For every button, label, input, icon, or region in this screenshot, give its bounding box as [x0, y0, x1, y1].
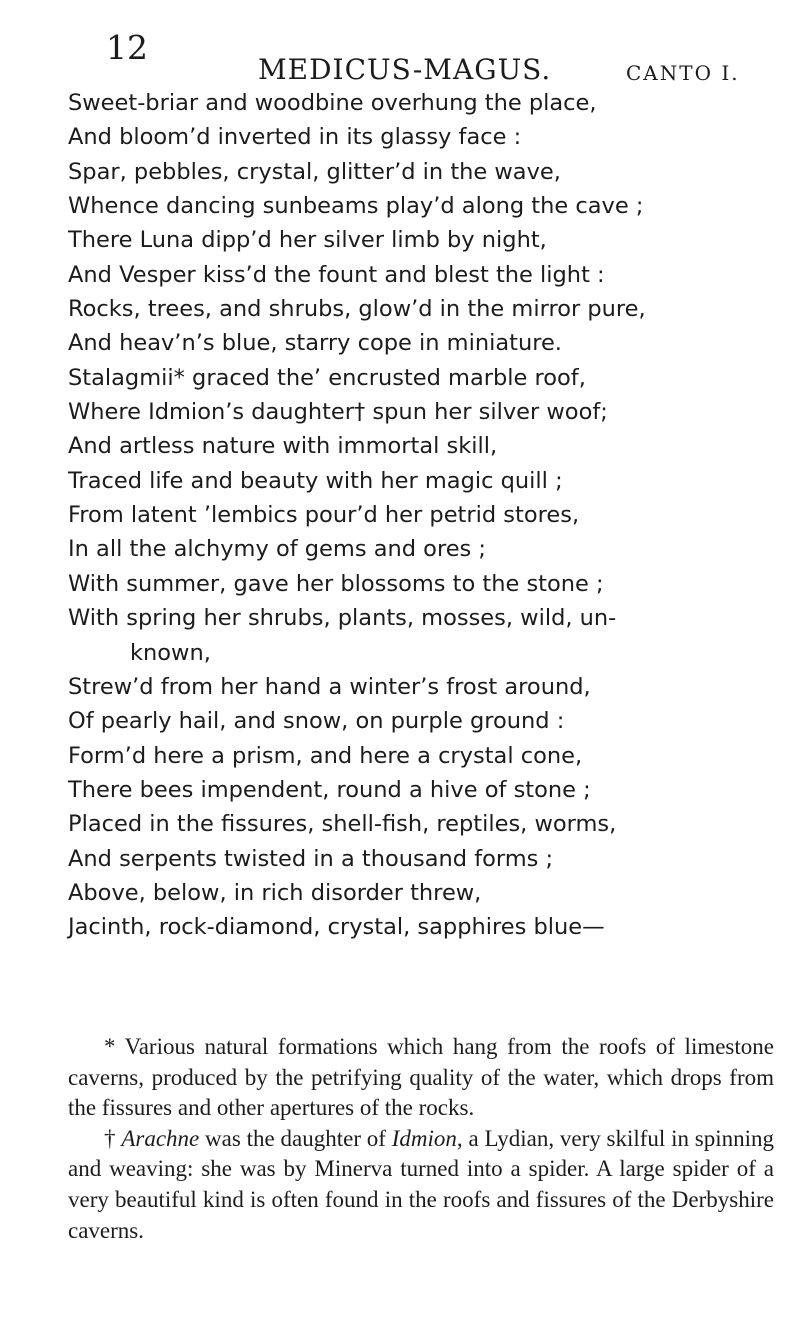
canto-label: CANTO I.	[626, 61, 740, 85]
verse-line: There bees impendent, round a hive of stone ;	[68, 776, 591, 803]
running-title: MEDICUS-MAGUS.	[258, 53, 552, 86]
verse-line: Placed in the fissures, shell-fish, reptiles, worms,	[68, 811, 617, 838]
page-header	[0, 28, 800, 88]
verse-line: Strew’d from her hand a winter’s frost around,	[68, 673, 591, 700]
footnote-text: was the daughter of	[199, 1125, 392, 1151]
verse-line: Stalagmii* graced the’ encrusted marble roof,	[68, 364, 586, 391]
footnote-name-arachne: Arachne	[121, 1125, 200, 1151]
verse-line: Sweet-briar and woodbine overhung the place,	[68, 90, 597, 116]
verse-line: Where Idmion’s daughter† spun her silver woof;	[68, 399, 608, 426]
verse-line: Above, below, in rich disorder threw,	[68, 879, 482, 906]
poem-body	[68, 86, 768, 945]
verse-line-continuation: known,	[130, 639, 211, 666]
verse-line: In all the alchymy of gems and ores ;	[68, 536, 486, 563]
verse-line: Jacinth, rock-diamond, crystal, sapphires blue—	[68, 914, 605, 941]
verse-line: Spar, pebbles, crystal, glitter’d in the wave,	[68, 158, 561, 185]
page-number: 12	[106, 28, 148, 67]
verse-line: Rocks, trees, and shrubs, glow’d in the mirror pure,	[68, 296, 646, 323]
footnote-dagger: †	[104, 1125, 122, 1151]
verse-line: And bloom’d inverted in its glassy face :	[68, 124, 522, 151]
verse-line: With spring her shrubs, plants, mosses, wild, un-	[68, 605, 617, 632]
verse-line: Traced life and beauty with her magic quill ;	[68, 467, 563, 494]
verse-line: And Vesper kiss’d the fount and blest the light :	[68, 261, 605, 288]
verse-line: Whence dancing sunbeams play’d along the cave ;	[68, 193, 644, 220]
footnote-arachne	[68, 1124, 774, 1246]
verse-line: And artless nature with immortal skill,	[68, 433, 498, 460]
verse-line: And heav’n’s blue, starry cope in miniature.	[68, 330, 562, 357]
verse-line: From latent ’lembics pour’d her petrid stores,	[68, 502, 580, 529]
verse-line: And serpents twisted in a thousand forms ;	[68, 845, 554, 872]
footnote-text: , a Lydian, very skilful in spinning and weaving: she was by Minerva turned into a spider. A large spider of a very beautiful kind is often found in the roofs and fissures of the Derbyshire caverns.	[68, 1125, 775, 1243]
verse-line: Of pearly hail, and snow, on purple ground :	[68, 708, 565, 735]
footnote-name-idmion: Idmion	[391, 1125, 457, 1151]
footnotes	[68, 1032, 774, 1246]
verse-line: With summer, gave her blossoms to the stone ;	[68, 570, 604, 597]
verse-line: There Luna dipp’d her silver limb by night,	[68, 227, 547, 254]
verse-line: Form’d here a prism, and here a crystal cone,	[68, 742, 583, 769]
footnote-stalagmii: * Various natural formations which hang from the roofs of limestone caverns, produced by the petrifying quality of the water, which drops from the fissures and other apertures of the rocks.	[68, 1034, 774, 1121]
